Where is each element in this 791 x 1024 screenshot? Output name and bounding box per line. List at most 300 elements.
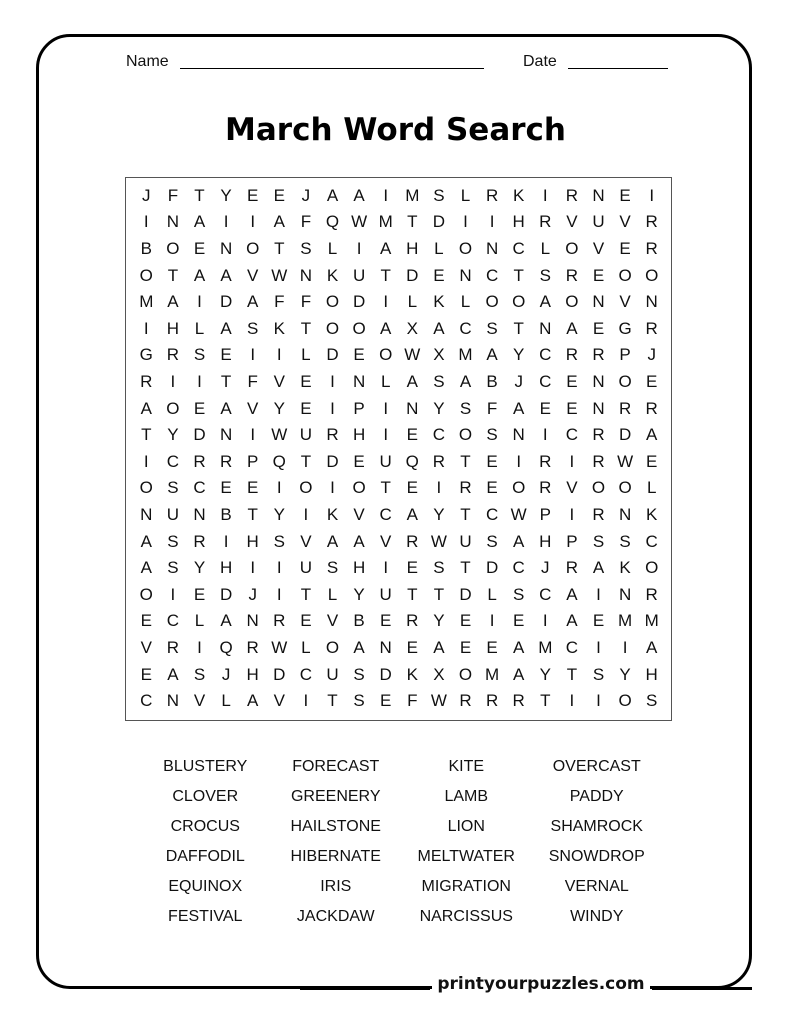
grid-letter[interactable]: L	[194, 318, 205, 338]
grid-letter[interactable]: D	[326, 345, 339, 365]
grid-letter[interactable]: S	[539, 265, 551, 285]
grid-letter[interactable]: I	[383, 425, 389, 445]
grid-letter[interactable]: R	[645, 238, 658, 258]
grid-letter[interactable]: P	[539, 504, 551, 524]
grid-letter[interactable]: R	[485, 185, 499, 205]
grid-letter[interactable]: A	[167, 292, 179, 312]
grid-letter[interactable]: N	[592, 292, 605, 312]
grid-letter[interactable]: K	[433, 292, 445, 312]
grid-letter[interactable]: O	[512, 478, 526, 498]
grid-letter[interactable]: V	[273, 691, 285, 711]
grid-letter[interactable]: T	[513, 318, 524, 338]
grid-letter[interactable]: E	[406, 558, 418, 578]
grid-letter[interactable]: N	[512, 425, 525, 445]
grid-letter[interactable]: I	[383, 558, 389, 578]
grid-letter[interactable]: E	[300, 398, 312, 418]
grid-letter[interactable]: N	[618, 504, 632, 524]
grid-letter[interactable]: P	[247, 451, 259, 471]
grid-letter[interactable]: C	[193, 478, 206, 498]
grid-letter[interactable]: U	[379, 451, 392, 471]
grid-letter[interactable]: D	[618, 425, 632, 445]
grid-letter[interactable]: E	[140, 664, 152, 684]
grid-letter[interactable]: O	[139, 265, 153, 285]
grid-letter[interactable]: L	[646, 478, 657, 498]
grid-letter[interactable]: D	[193, 425, 206, 445]
grid-letter[interactable]: D	[352, 292, 366, 312]
grid-letter[interactable]: I	[170, 584, 176, 604]
grid-letter[interactable]: C	[645, 531, 658, 551]
grid-letter[interactable]: R	[565, 345, 579, 365]
grid-letter[interactable]: S	[619, 531, 631, 551]
grid-letter[interactable]: E	[459, 611, 472, 631]
grid-letter[interactable]: A	[140, 531, 152, 551]
grid-letter[interactable]: C	[459, 318, 472, 338]
grid-letter[interactable]: E	[406, 637, 418, 657]
grid-letter[interactable]: T	[247, 504, 258, 524]
grid-letter[interactable]: H	[246, 531, 259, 551]
grid-letter[interactable]: L	[460, 185, 471, 205]
grid-letter[interactable]: N	[645, 292, 658, 312]
grid-letter[interactable]: J	[541, 558, 550, 578]
grid-letter[interactable]: P	[619, 345, 631, 365]
grid-letter[interactable]: A	[326, 185, 339, 205]
grid-letter[interactable]: R	[592, 345, 605, 365]
grid-letter[interactable]: Y	[539, 664, 551, 684]
grid-letter[interactable]: E	[273, 185, 285, 205]
grid-letter[interactable]: X	[433, 345, 445, 365]
grid-letter[interactable]: U	[299, 425, 313, 445]
grid-letter[interactable]: S	[486, 318, 498, 338]
grid-letter[interactable]: E	[459, 637, 472, 657]
grid-letter[interactable]: C	[539, 371, 552, 391]
grid-letter[interactable]: L	[460, 292, 471, 312]
grid-letter[interactable]: I	[383, 398, 389, 418]
grid-letter[interactable]: S	[167, 558, 179, 578]
grid-letter[interactable]: O	[565, 238, 579, 258]
grid-letter[interactable]: O	[458, 238, 473, 258]
grid-letter[interactable]: K	[619, 558, 631, 578]
grid-letter[interactable]: I	[569, 504, 575, 524]
grid-letter[interactable]: O	[485, 292, 499, 312]
grid-letter[interactable]: N	[406, 398, 419, 418]
grid-letter[interactable]: O	[325, 637, 340, 657]
grid-letter[interactable]: O	[618, 265, 632, 285]
grid-letter[interactable]: R	[618, 398, 632, 418]
grid-letter[interactable]: T	[407, 584, 418, 604]
grid-letter[interactable]: R	[565, 558, 579, 578]
grid-letter[interactable]: E	[220, 345, 232, 365]
grid-letter[interactable]: L	[301, 345, 311, 365]
grid-letter[interactable]: C	[485, 265, 499, 285]
grid-letter[interactable]: Q	[405, 451, 419, 471]
grid-letter[interactable]: P	[353, 398, 365, 418]
grid-letter[interactable]: I	[622, 637, 628, 657]
grid-letter[interactable]: U	[299, 558, 313, 578]
grid-letter[interactable]: R	[565, 265, 579, 285]
grid-letter[interactable]: A	[406, 504, 418, 524]
grid-letter[interactable]: J	[514, 371, 523, 391]
grid-letter[interactable]: T	[141, 425, 152, 445]
grid-letter[interactable]: M	[644, 611, 659, 631]
grid-letter[interactable]: L	[301, 637, 311, 657]
grid-letter[interactable]: B	[220, 504, 232, 524]
grid-letter[interactable]: H	[166, 318, 180, 338]
grid-letter[interactable]: L	[327, 584, 338, 604]
grid-letter[interactable]: D	[273, 664, 286, 684]
grid-letter[interactable]: E	[193, 238, 206, 258]
grid-letter[interactable]: A	[220, 265, 232, 285]
grid-letter[interactable]: A	[193, 265, 206, 285]
grid-letter[interactable]: O	[618, 371, 632, 391]
grid-letter[interactable]: O	[591, 478, 606, 498]
grid-letter[interactable]: A	[539, 292, 551, 312]
grid-letter[interactable]: R	[459, 691, 472, 711]
grid-letter[interactable]: R	[645, 318, 658, 338]
grid-letter[interactable]: E	[592, 611, 605, 631]
grid-letter[interactable]: G	[139, 345, 153, 365]
grid-letter[interactable]: L	[327, 238, 338, 258]
grid-letter[interactable]: R	[326, 425, 339, 445]
grid-letter[interactable]: R	[140, 371, 153, 391]
grid-letter[interactable]: E	[592, 318, 605, 338]
grid-letter[interactable]: R	[166, 637, 180, 657]
grid-letter[interactable]: E	[247, 185, 259, 205]
grid-letter[interactable]: I	[330, 398, 335, 418]
grid-letter[interactable]: I	[596, 691, 601, 711]
grid-letter[interactable]: F	[247, 371, 258, 391]
grid-letter[interactable]: A	[592, 558, 605, 578]
grid-letter[interactable]: S	[486, 531, 498, 551]
grid-letter[interactable]: R	[645, 584, 658, 604]
grid-letter[interactable]: I	[143, 451, 149, 471]
grid-letter[interactable]: S	[273, 531, 285, 551]
grid-letter[interactable]: L	[221, 691, 231, 711]
grid-letter[interactable]: A	[167, 664, 179, 684]
grid-letter[interactable]: I	[569, 451, 575, 471]
grid-letter[interactable]: P	[566, 531, 578, 551]
grid-letter[interactable]: R	[592, 504, 605, 524]
grid-letter[interactable]: I	[250, 345, 256, 365]
grid-letter[interactable]: T	[327, 691, 338, 711]
grid-letter[interactable]: F	[300, 212, 312, 232]
grid-letter[interactable]: E	[406, 478, 418, 498]
grid-letter[interactable]: W	[430, 531, 447, 551]
grid-letter[interactable]: Q	[325, 212, 340, 232]
grid-letter[interactable]: D	[485, 558, 499, 578]
grid-letter[interactable]: N	[352, 371, 366, 391]
grid-letter[interactable]: K	[273, 318, 285, 338]
grid-letter[interactable]: A	[140, 558, 152, 578]
grid-letter[interactable]: W	[430, 691, 447, 711]
grid-letter[interactable]: D	[459, 584, 472, 604]
grid-letter[interactable]: N	[379, 637, 392, 657]
grid-letter[interactable]: C	[539, 584, 552, 604]
grid-letter[interactable]: T	[460, 558, 471, 578]
grid-letter[interactable]: A	[247, 691, 259, 711]
grid-letter[interactable]: H	[645, 664, 658, 684]
grid-letter[interactable]: A	[433, 637, 445, 657]
grid-letter[interactable]: W	[271, 425, 288, 445]
grid-letter[interactable]: V	[619, 212, 631, 232]
grid-letter[interactable]: A	[220, 398, 232, 418]
grid-letter[interactable]: D	[219, 292, 233, 312]
grid-letter[interactable]: R	[219, 451, 233, 471]
grid-letter[interactable]: I	[542, 611, 548, 631]
grid-letter[interactable]: X	[433, 664, 445, 684]
grid-letter[interactable]: O	[512, 292, 526, 312]
grid-letter[interactable]: I	[436, 478, 442, 498]
grid-letter[interactable]: W	[271, 265, 288, 285]
grid-letter[interactable]: A	[353, 637, 365, 657]
grid-letter[interactable]: T	[460, 451, 471, 471]
grid-letter[interactable]: O	[352, 478, 366, 498]
grid-letter[interactable]: L	[434, 238, 444, 258]
grid-letter[interactable]: Y	[513, 345, 525, 365]
grid-letter[interactable]: N	[219, 425, 233, 445]
grid-letter[interactable]: S	[247, 318, 259, 338]
grid-letter[interactable]: C	[512, 238, 525, 258]
grid-letter[interactable]: I	[303, 691, 309, 711]
grid-letter[interactable]: R	[512, 691, 525, 711]
grid-letter[interactable]: E	[193, 398, 206, 418]
grid-letter[interactable]: H	[219, 558, 233, 578]
grid-letter[interactable]: F	[407, 691, 418, 711]
grid-letter[interactable]: C	[565, 425, 579, 445]
grid-letter[interactable]: R	[193, 531, 206, 551]
grid-letter[interactable]: C	[512, 558, 525, 578]
grid-letter[interactable]: K	[646, 504, 658, 524]
grid-letter[interactable]: I	[303, 504, 309, 524]
grid-letter[interactable]: N	[166, 212, 180, 232]
grid-letter[interactable]: Y	[433, 611, 445, 631]
grid-letter[interactable]: C	[166, 611, 180, 631]
grid-letter[interactable]: I	[276, 345, 282, 365]
grid-letter[interactable]: F	[300, 292, 312, 312]
grid-letter[interactable]: N	[193, 504, 206, 524]
grid-letter[interactable]: S	[167, 478, 179, 498]
grid-letter[interactable]: Y	[619, 664, 631, 684]
grid-letter[interactable]: A	[433, 318, 445, 338]
grid-letter[interactable]: R	[193, 451, 206, 471]
grid-letter[interactable]: H	[352, 425, 366, 445]
grid-letter[interactable]: N	[592, 185, 605, 205]
grid-letter[interactable]: A	[513, 637, 525, 657]
grid-letter[interactable]: S	[433, 558, 445, 578]
grid-letter[interactable]: K	[326, 265, 339, 285]
grid-letter[interactable]: D	[406, 265, 419, 285]
grid-letter[interactable]: V	[592, 238, 605, 258]
grid-letter[interactable]: O	[246, 238, 260, 258]
grid-letter[interactable]: I	[250, 425, 256, 445]
grid-letter[interactable]: O	[565, 292, 579, 312]
grid-letter[interactable]: A	[459, 371, 472, 391]
grid-letter[interactable]: S	[193, 664, 206, 684]
grid-letter[interactable]: N	[246, 611, 259, 631]
grid-letter[interactable]: J	[142, 185, 151, 205]
grid-letter[interactable]: O	[379, 345, 393, 365]
grid-letter[interactable]: R	[432, 451, 446, 471]
grid-letter[interactable]: T	[274, 238, 285, 258]
grid-letter[interactable]: D	[432, 212, 446, 232]
grid-letter[interactable]: R	[459, 478, 472, 498]
grid-letter[interactable]: N	[299, 265, 313, 285]
grid-letter[interactable]: I	[542, 185, 548, 205]
grid-letter[interactable]: U	[352, 265, 366, 285]
grid-letter[interactable]: N	[166, 691, 180, 711]
grid-letter[interactable]: E	[140, 611, 152, 631]
grid-letter[interactable]: H	[539, 531, 552, 551]
grid-letter[interactable]: G	[618, 318, 632, 338]
grid-letter[interactable]: R	[539, 478, 552, 498]
grid-letter[interactable]: I	[596, 584, 601, 604]
grid-letter[interactable]: V	[247, 265, 259, 285]
grid-letter[interactable]: Y	[220, 185, 232, 205]
grid-letter[interactable]: O	[325, 292, 340, 312]
grid-letter[interactable]: V	[326, 611, 339, 631]
grid-letter[interactable]: N	[592, 398, 605, 418]
grid-letter[interactable]: H	[352, 558, 366, 578]
grid-letter[interactable]: V	[353, 504, 365, 524]
grid-letter[interactable]: I	[542, 425, 548, 445]
grid-letter[interactable]: T	[513, 265, 524, 285]
grid-letter[interactable]: C	[485, 504, 499, 524]
grid-letter[interactable]: S	[326, 558, 339, 578]
grid-letter[interactable]: E	[380, 691, 392, 711]
grid-letter[interactable]: E	[539, 398, 551, 418]
grid-letter[interactable]: M	[405, 185, 420, 205]
grid-letter[interactable]: E	[619, 185, 631, 205]
grid-letter[interactable]: R	[539, 212, 552, 232]
grid-letter[interactable]: Y	[193, 558, 206, 578]
grid-letter[interactable]: V	[193, 691, 206, 711]
grid-letter[interactable]: A	[353, 531, 365, 551]
grid-letter[interactable]: W	[351, 212, 368, 232]
grid-letter[interactable]: I	[276, 478, 282, 498]
grid-letter[interactable]: W	[510, 504, 527, 524]
grid-letter[interactable]: Y	[167, 425, 179, 445]
grid-letter[interactable]: E	[406, 425, 418, 445]
grid-letter[interactable]: E	[486, 637, 498, 657]
grid-letter[interactable]: R	[539, 451, 552, 471]
grid-letter[interactable]: U	[379, 584, 392, 604]
grid-letter[interactable]: T	[380, 265, 391, 285]
grid-letter[interactable]: U	[592, 212, 605, 232]
grid-letter[interactable]: V	[273, 371, 285, 391]
grid-letter[interactable]: I	[330, 478, 335, 498]
grid-letter[interactable]: M	[538, 637, 553, 657]
grid-letter[interactable]: A	[566, 584, 578, 604]
grid-letter[interactable]: V	[380, 531, 392, 551]
grid-letter[interactable]: I	[383, 292, 389, 312]
grid-letter[interactable]: F	[167, 185, 179, 205]
grid-letter[interactable]: I	[197, 371, 202, 391]
grid-letter[interactable]: R	[592, 425, 605, 445]
grid-letter[interactable]: I	[489, 611, 495, 631]
grid-letter[interactable]: I	[489, 212, 495, 232]
grid-letter[interactable]: V	[140, 637, 152, 657]
grid-letter[interactable]: N	[219, 238, 233, 258]
grid-letter[interactable]: M	[139, 292, 154, 312]
grid-letter[interactable]: K	[326, 504, 339, 524]
grid-letter[interactable]: S	[433, 185, 445, 205]
grid-letter[interactable]: Q	[219, 637, 233, 657]
grid-letter[interactable]: J	[301, 185, 311, 205]
grid-letter[interactable]: E	[300, 611, 312, 631]
grid-letter[interactable]: S	[353, 664, 365, 684]
grid-letter[interactable]: L	[194, 611, 205, 631]
grid-letter[interactable]: H	[406, 238, 419, 258]
grid-letter[interactable]: J	[221, 664, 231, 684]
grid-letter[interactable]: E	[486, 478, 498, 498]
grid-letter[interactable]: A	[513, 531, 525, 551]
grid-letter[interactable]: T	[566, 664, 578, 684]
grid-letter[interactable]: N	[459, 265, 472, 285]
grid-letter[interactable]: N	[485, 238, 499, 258]
grid-letter[interactable]: H	[512, 212, 525, 232]
grid-letter[interactable]: R	[273, 611, 286, 631]
grid-letter[interactable]: K	[513, 185, 525, 205]
grid-letter[interactable]: E	[433, 265, 445, 285]
grid-letter[interactable]: C	[539, 345, 552, 365]
grid-letter[interactable]: A	[646, 637, 658, 657]
grid-letter[interactable]: O	[458, 664, 473, 684]
grid-letter[interactable]: A	[646, 425, 658, 445]
grid-letter[interactable]: T	[380, 478, 391, 498]
grid-letter[interactable]: V	[619, 292, 631, 312]
grid-letter[interactable]: I	[463, 212, 468, 232]
grid-letter[interactable]: A	[273, 212, 285, 232]
grid-letter[interactable]: B	[353, 611, 365, 631]
grid-letter[interactable]: R	[645, 398, 658, 418]
grid-letter[interactable]: A	[380, 238, 392, 258]
grid-letter[interactable]: T	[460, 504, 471, 524]
grid-letter[interactable]: I	[250, 212, 256, 232]
grid-letter[interactable]: V	[566, 478, 578, 498]
grid-letter[interactable]: Y	[433, 398, 445, 418]
grid-letter[interactable]: I	[569, 691, 575, 711]
grid-letter[interactable]: A	[353, 185, 365, 205]
grid-letter[interactable]: K	[406, 664, 418, 684]
grid-letter[interactable]: L	[380, 371, 391, 391]
grid-letter[interactable]: U	[459, 531, 472, 551]
grid-letter[interactable]: L	[407, 292, 418, 312]
grid-letter[interactable]: C	[565, 637, 579, 657]
grid-letter[interactable]: T	[433, 584, 445, 604]
grid-letter[interactable]: I	[197, 292, 202, 312]
grid-letter[interactable]: L	[487, 584, 497, 604]
grid-letter[interactable]: S	[353, 691, 365, 711]
grid-letter[interactable]: V	[247, 398, 259, 418]
grid-letter[interactable]: C	[299, 664, 313, 684]
grid-letter[interactable]: Y	[273, 504, 285, 524]
grid-letter[interactable]: A	[380, 318, 392, 338]
grid-letter[interactable]: F	[486, 398, 498, 418]
grid-letter[interactable]: T	[540, 691, 551, 711]
grid-letter[interactable]: I	[330, 371, 335, 391]
grid-letter[interactable]: S	[592, 531, 605, 551]
grid-letter[interactable]: R	[645, 212, 658, 232]
grid-letter[interactable]: R	[592, 451, 605, 471]
grid-letter[interactable]: M	[378, 212, 393, 232]
grid-letter[interactable]: T	[167, 265, 179, 285]
grid-letter[interactable]: E	[486, 451, 498, 471]
grid-letter[interactable]: O	[139, 584, 153, 604]
grid-letter[interactable]: T	[300, 451, 312, 471]
grid-letter[interactable]: R	[565, 185, 579, 205]
grid-letter[interactable]: U	[326, 664, 339, 684]
grid-letter[interactable]: T	[300, 584, 312, 604]
grid-letter[interactable]: J	[647, 345, 656, 365]
